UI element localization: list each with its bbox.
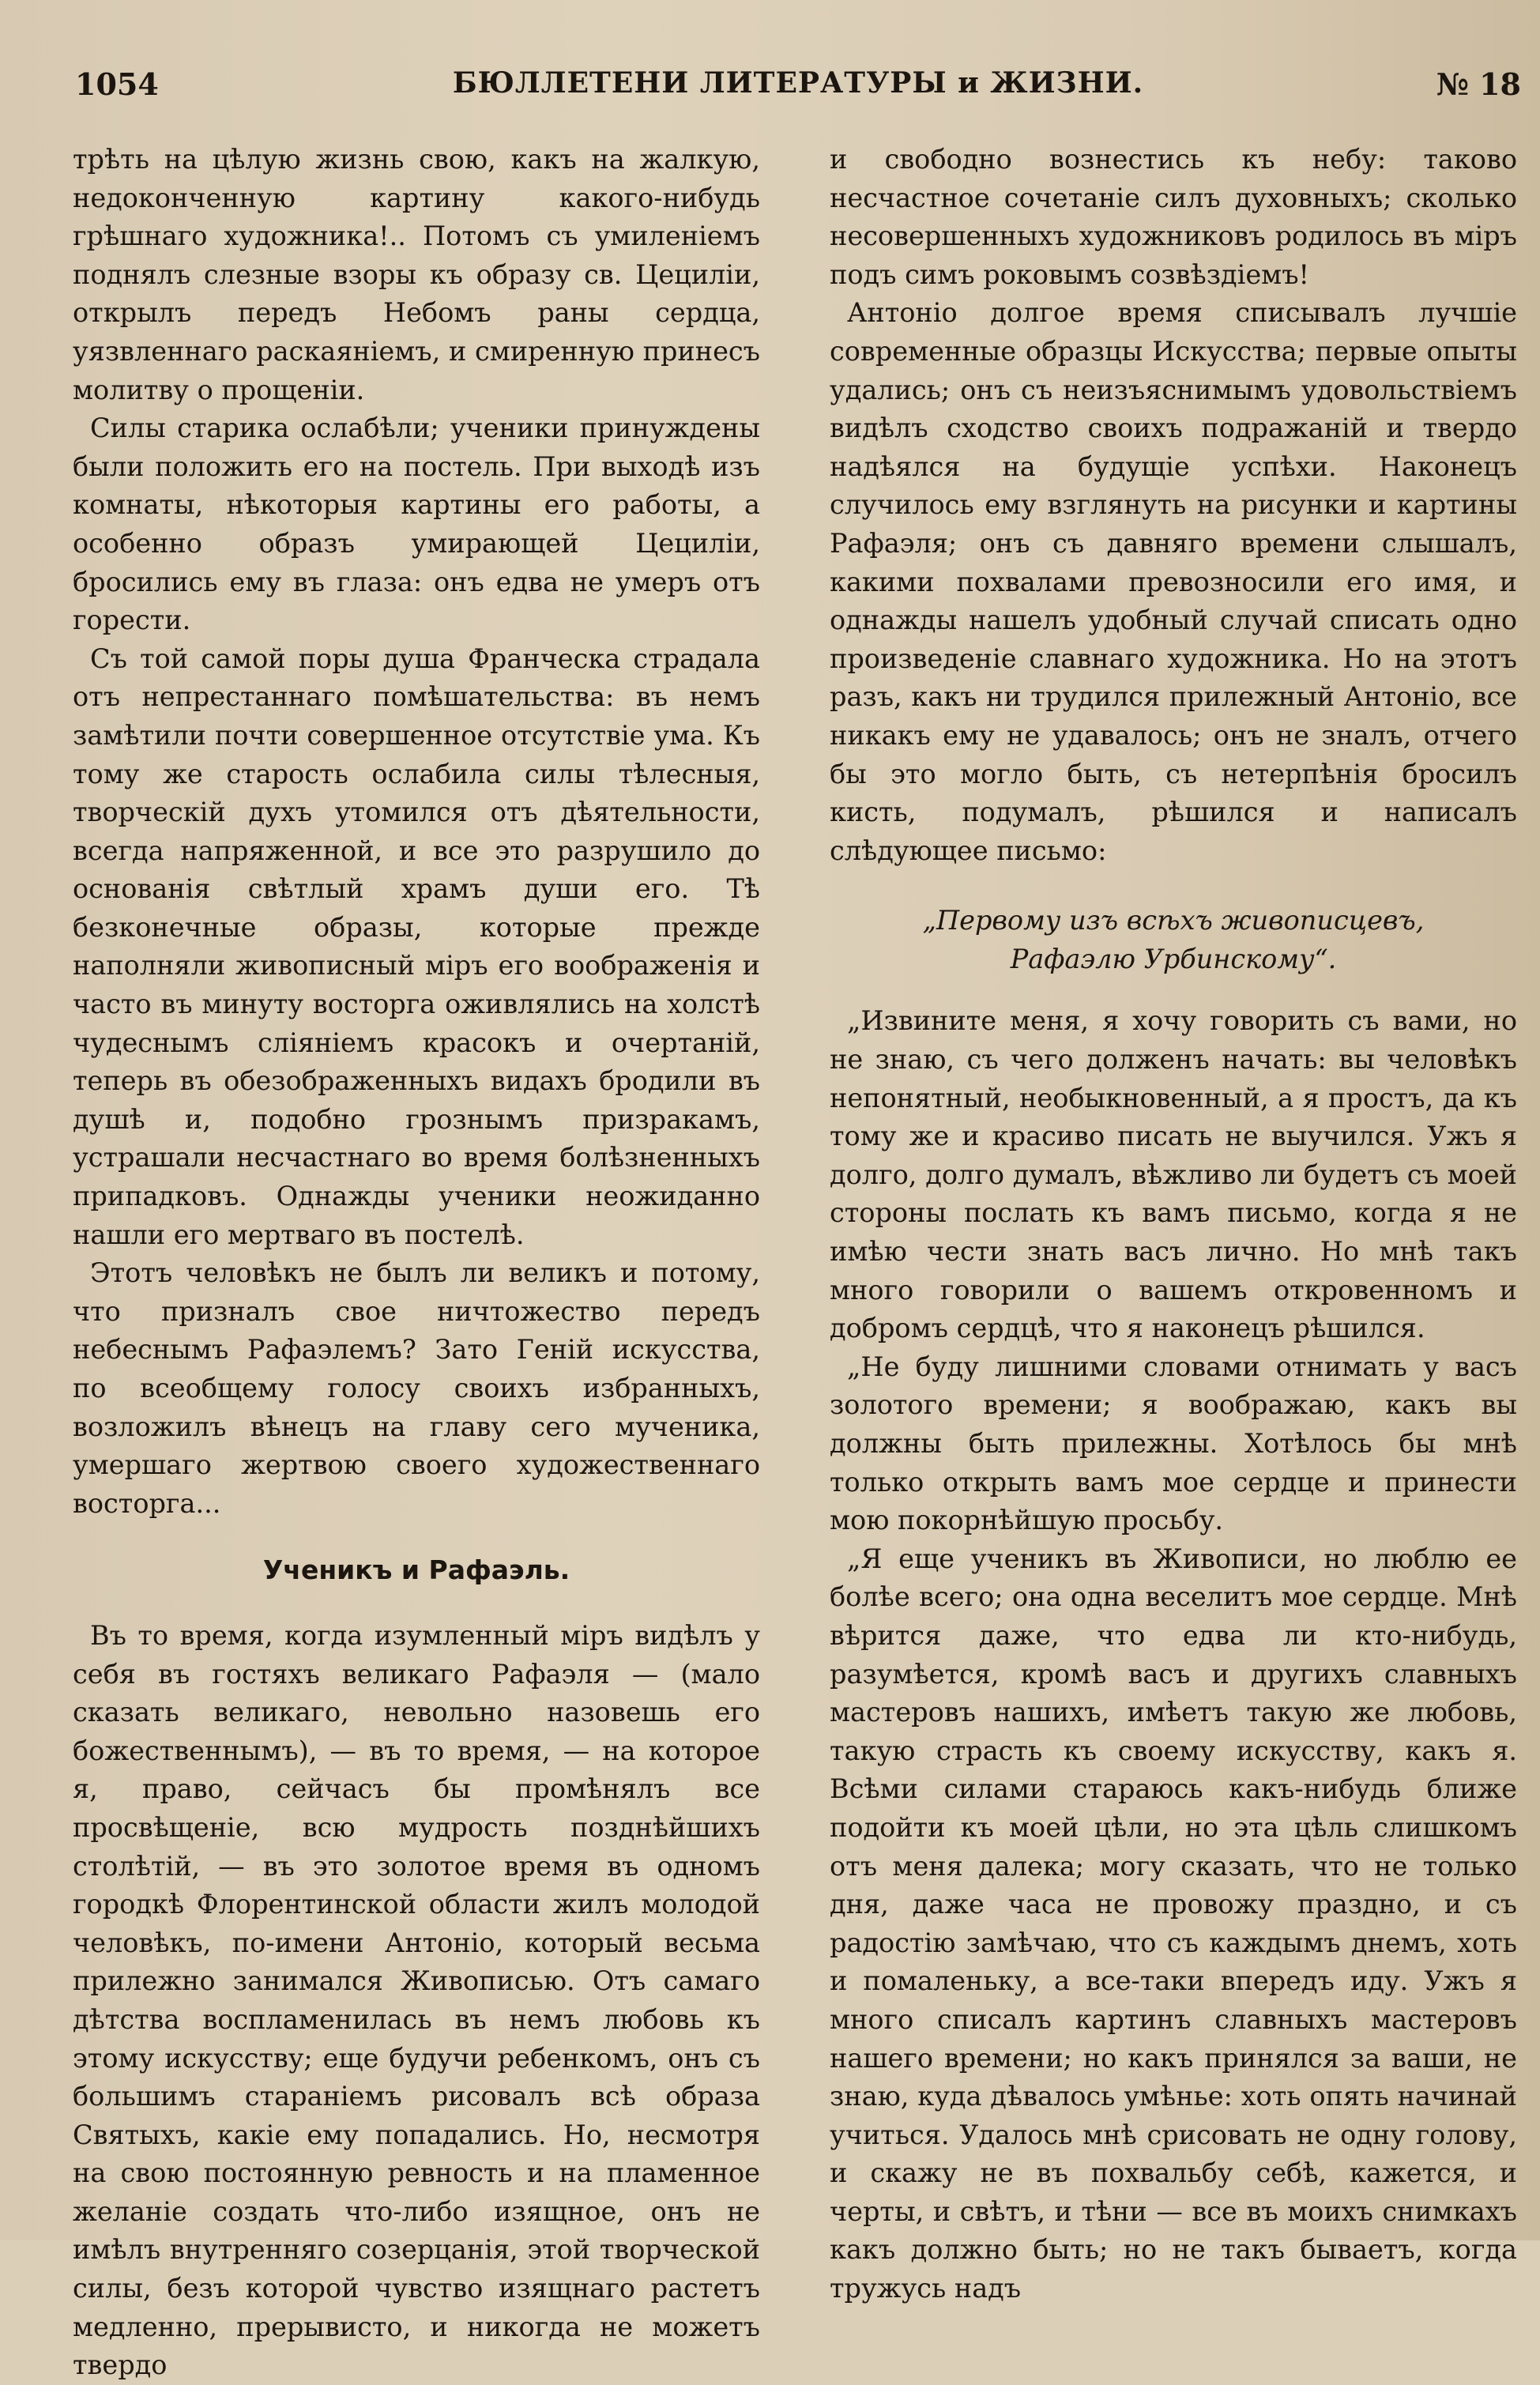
paragraph: Антоніо долгое время списывалъ лучшіе современные образцы Искусства; первые опыты удались; онъ съ неизъяснимымъ удовольствіемъ видѣлъ сходство своихъ подражаній и твердо надѣялся на будущіе успѣхи. Наконецъ случилось ему взглянуть на рисунки и картины Рафаэля; онъ съ давняго времени слышалъ, какими похвалами превозносили его имя, и однажды нашелъ удобный случай списать одно произведеніе славнаго художника. Но на этотъ разъ, какъ ни трудился прилежный Антоніо, все никакъ ему не удавалось; онъ не зналъ, отчего бы это могло быть, съ нетерпѣнія бросилъ кисть, подумалъ, рѣшился и написалъ слѣдующее письмо: [830,297,1517,866]
page-number: 1054 [75,66,159,102]
paragraph: Въ то время, когда изумленный міръ видѣлъ у себя въ гостяхъ великаго Рафаэля — (мало сказать великаго, невольно назовешь его божественнымъ), — въ то время, — на которое я, право, сейчасъ бы промѣнялъ все просвѣщеніе, всю мудрость позднѣйшихъ столѣтій, — въ это золотое время въ одномъ городкѣ Флорентинской области жилъ молодой человѣкъ, по-имени Антоніо, который весьма прилежно занимался Живописью. Отъ самаго дѣтства воспламенилась въ немъ любовь къ этому искусству; еще будучи ребенкомъ, онъ съ большимъ стараніемъ рисовалъ всѣ образа Святыхъ, какіе ему попадались. Но, несмотря на свою постоянную ревность и на пламенное желаніе создать что-либо изящное, онъ не имѣлъ внутренняго созерцанія, этой творческой силы, безъ которой чувство изящнаго растетъ медленно, прерывисто, и никогда не можетъ твердо [73,1619,760,2381]
paragraph: „Не буду лишними словами отнимать у васъ золотого времени; я воображаю, какъ вы должны быть прилежны. Хотѣлось бы мнѣ только открыть вамъ мое сердце и принести мою покорнѣйшую просьбу. [830,1351,1517,1536]
right-column [830,141,1517,2308]
section-title: Ученикъ и Рафаэль. [262,1554,570,1586]
paragraph: Этотъ человѣкъ не былъ ли великъ и потому, что призналъ свое ничтожество передъ небеснымъ Рафаэлемъ? Зато Геній искусства, по всеобщему голосу своихъ избранныхъ, возложилъ вѣнецъ на главу сего мученика, умершаго жертвою своего художественнаго восторга... [73,1257,760,1519]
page-header [75,62,1521,117]
paragraph: и свободно вознестись къ небу: таково несчастное сочетаніе силъ духовныхъ; сколько несовершенныхъ художниковъ родилось въ міръ подъ симъ роковымъ созвѣздіемъ! [830,144,1517,290]
paragraph: „Извините меня, я хочу говорить съ вами, но не знаю, съ чего долженъ начать: вы человѣкъ непонятный, необыкновенный, а я простъ, да къ тому же и красиво писать не выучился. Ужъ я долго, долго думалъ, вѣжливо ли будетъ съ моей стороны послать къ вамъ письмо, когда я не имѣю чести знать васъ лично. Но мнѣ такъ много говорили о вашемъ откровенномъ и добромъ сердцѣ, что я наконецъ рѣшился. [830,1005,1517,1344]
letter-heading-line: Рафаэлю Урбинскому“. [1010,943,1337,974]
letter-heading [830,902,1517,978]
paragraph: „Я еще ученикъ въ Живописи, но люблю ее болѣе всего; она одна веселитъ мое сердце. Мнѣ вѣрится даже, что едва ли кто-нибудь, разумѣется, кромѣ васъ и другихъ славныхъ мастеровъ нашихъ, имѣетъ такую же любовь, такую страсть къ своему искусству, какъ я. Всѣми силами стараюсь какъ-нибудь ближе подойти къ моей цѣли, но эта цѣль слишкомъ отъ меня далека; могу сказать, что не только дня, даже часа не провожу праздно, и съ радостію замѣчаю, что съ каждымъ днемъ, хоть и помаленьку, а все-таки впередъ иду. Ужъ я много списалъ картинъ славныхъ мастеровъ нашего времени; но какъ принялся за ваши, не знаю, куда дѣвалось умѣнье: хоть опять начинай учиться. Удалось мнѣ срисовать не одну голову, и скажу не въ похвальбу себѣ, кажется, и черты, и свѣтъ, и тѣни — все въ моихъ снимкахъ какъ должно быть; но не такъ бываетъ, когда тружусь надъ [830,1543,1517,2304]
paragraph: Силы старика ослабѣли; ученики принуждены были положить его на постель. При выходѣ изъ комнаты, нѣкоторыя картины его работы, а особенно образъ умирающей Цециліи, бросились ему въ глаза: онъ едва не умеръ отъ горести. [73,413,760,636]
issue-number: № 18 [1436,66,1521,102]
paragraph: Съ той самой поры душа Франческа страдала отъ непрестаннаго помѣшательства: въ немъ замѣтили почти совершенное отсутствіе ума. Къ тому же старость ослабила силы тѣлесныя, творческій духъ утомился отъ дѣятельности, всегда напряженной, и все это разрушило до основанія свѣтлый храмъ души его. Тѣ безконечные образы, которые прежде наполняли живописный міръ его воображенія и часто въ минуту восторга оживлялись на холстѣ чудеснымъ сліяніемъ красокъ и очертаній, теперь въ обезображенныхъ видахъ бродили въ душѣ и, подобно грознымъ призракамъ, устрашали несчастнаго во время болѣзненныхъ припадковъ. Однажды ученики неожиданно нашли его мертваго въ постелѣ. [73,642,760,1250]
left-column [73,141,760,2385]
letter-heading-line: „Первому изъ всѣхъ живописцевъ, [922,905,1425,936]
running-title: БЮЛЛЕТЕНИ ЛИТЕРАТУРЫ и ЖИЗНИ. [452,66,1144,100]
paragraph: трѣть на цѣлую жизнь свою, какъ на жалкую, недоконченную картину какого-нибудь грѣшнаго художника!.. Потомъ съ умиленіемъ поднялъ слезные взоры къ образу св. Цециліи, открылъ передъ Небомъ раны сердца, уязвленнаго раскаяніемъ, и смиренную принесъ молитву о прощеніи. [73,144,760,405]
